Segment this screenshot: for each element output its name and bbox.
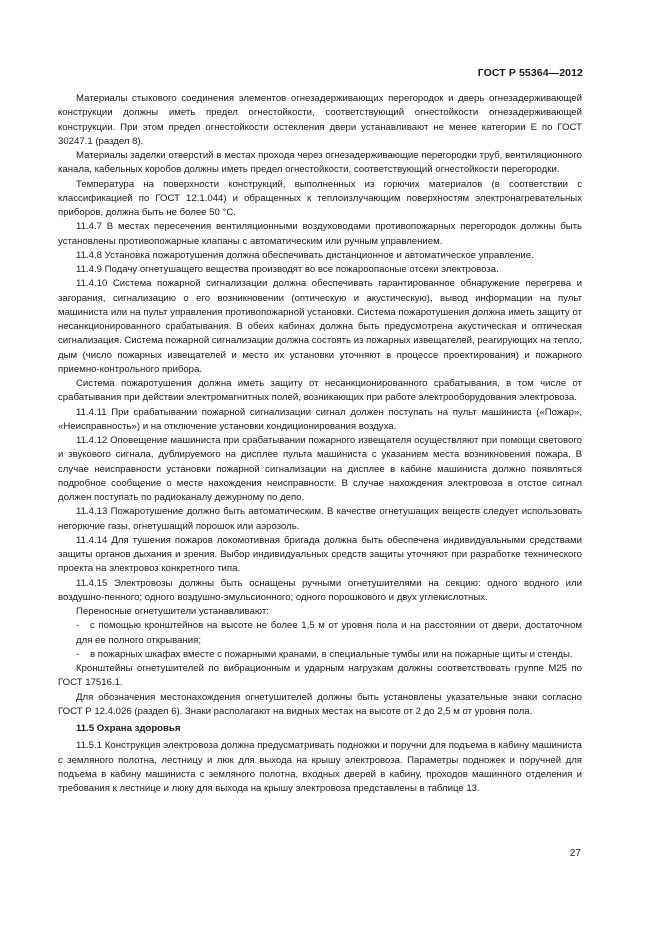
list-item-text: в пожарных шкафах вместе с пожарными кранами, в специальные тумбы или на пожарные щиты и стенды. xyxy=(90,648,573,660)
list-item xyxy=(58,619,582,648)
paragraph: Система пожаротушения должна иметь защиту от несанкционированного срабатывания, в том числе от срабатывания при действии электромагнитных полей, возникающих при работе электрооборудования электровоза. xyxy=(58,378,582,404)
paragraph: Переносные огнетушители устанавливают: xyxy=(76,606,269,617)
page-number: 27 xyxy=(569,848,581,859)
paragraph-11-4-13: 11.4.13 Пожаротушение должно быть автоматическим. В качестве огнетушащих веществ следует использовать негорючие газы, огнетушащий порошок или аэрозоль. xyxy=(58,506,582,532)
paragraph-11-4-7: 11.4.7 В местах пересечения вентиляционными воздуховодами противопожарных перегородок должны быть установлены противопожарные клапаны с автоматическим или ручным управлением. xyxy=(58,221,582,247)
document-header: ГОСТ Р 55364—2012 xyxy=(477,67,583,79)
paragraph-11-4-15: 11.4.15 Электровозы должны быть оснащены ручными огнетушителями на секцию: одного водного или воздушно-пенного; одного воздушно-эмульсионного; одного порошкового и двух углекислотных. xyxy=(58,577,582,603)
paragraph-11-4-10: 11.4.10 Система пожарной сигнализации должна обеспечивать гарантированное обнаружение перегрева и загорания, сигнализацию о его возникновении (оптическую и акустическую), вывод информации на пульт машиниста или на пульт управления противопожарной установки. Система пожаротушения должна иметь защиту от несанкционированного срабатывания. В обеих кабинах должна быть предусмотрена акустическая и оптическая сигнализация. Система пожарной сигнализации должна состоять из пожарных извещателей, реагирующих на тепло, дым (число пожарных извещателей и место их установки уточняют в процессе проектирования) и пожарного приемно-контрольного прибора. xyxy=(58,278,582,375)
paragraph: Для обозначения местонахождения огнетушителей должны быть установлены указательные знаки согласно ГОСТ Р 12.4.026 (раздел 6). Знаки располагают на видных местах на высоте от 2 до 2,5 м от уровня пола. xyxy=(58,691,582,717)
section-heading: 11.5 Охрана здоровья xyxy=(76,723,181,734)
list-item-text: с помощью кронштейнов на высоте не более 1,5 м от уровня пола и на расстоянии от двери, достаточном для ее полного открывания; xyxy=(76,620,582,646)
paragraph-11-4-9: 11.4.9 Подачу огнетушащего вещества производят во все пожароопасные отсеки электровоза. xyxy=(76,264,499,275)
paragraph: Кронштейны огнетушителей по вибрационным и ударным нагрузкам должны соответствовать группе М25 по ГОСТ 17516.1. xyxy=(58,663,582,689)
list-marker: - xyxy=(76,620,80,632)
paragraph: Температура на поверхности конструкций, выполненных из горючих материалов (в соответствии с классификацией по ГОСТ 12.1.044) и обращенных к теплоизлучающим поверхностям электронагревательных приборов, должна быть не более 50 °С. xyxy=(58,178,582,218)
paragraph-11-4-8: 11.4.8 Установка пожаротушения должна обеспечивать дистанционное и автоматическое управление. xyxy=(76,249,534,261)
paragraph-11-4-11: 11.4.11 При срабатывании пожарной сигнализации сигнал должен поступать на пульт машиниста («Пожар», «Неисправность») и на отключение установки кондиционирования воздуха. xyxy=(58,406,582,432)
paragraph: Материалы заделки отверстий в местах прохода через огнезадерживающие перегородки труб, вентиляционного канала, кабельных коробов должны иметь предел огнестойкости, соответствующий огнестойкости перегородки. xyxy=(58,150,582,176)
paragraph-11-4-12: 11.4.12 Оповещение машиниста при срабатывании пожарного извещателя осуществляют при помощи светового и звукового сигнала, дублируемого на дисплее пульта машиниста с указанием места возникновения пожара. В случае неисправности установки пожарной сигнализации на дисплее в кабине машиниста должно появляться подробное сообщение о месте нахождения неисправности. В случае нахождения электровоза в отстое сигнал должен поступать по радиоканалу дежурному по депо. xyxy=(58,435,582,503)
paragraph-11-5-1: 11.5.1 Конструкция электровоза должна предусматривать подножки и поручни для подъема в кабину машиниста с земляного полотна, лестницу и люк для выхода на крышу электровоза. Параметры подножек и поручней для подъема в кабину машиниста с земляного полотна, входных дверей в кабину, проходов машинного отделения и требования к лестнице и люку для выхода на крышу электровоза представлены в таблице 13. xyxy=(58,740,582,794)
paragraph: Материалы стыкового соединения элементов огнезадерживающих перегородок и дверь огнезадерживающей конструкции должны иметь предел огнестойкости, соответствующий огнестойкости огнезадерживающей конструкции. При этом предел огнестойкости остекления двери устанавливают не менее категории Е по ГОСТ 30247.1 (раздел 8). xyxy=(58,93,582,147)
paragraph-11-4-14: 11.4.14 Для тушения пожаров локомотивная бригада должна быть обеспечена индивидуальными средствами защиты органов дыхания и зрения. Выбор индивидуальных средств защиты уточняют при разработке технического проекта на электровоз конкретного типа. xyxy=(58,534,582,575)
document-body xyxy=(58,92,582,796)
list-item xyxy=(58,648,582,662)
list-marker: - xyxy=(76,648,80,660)
